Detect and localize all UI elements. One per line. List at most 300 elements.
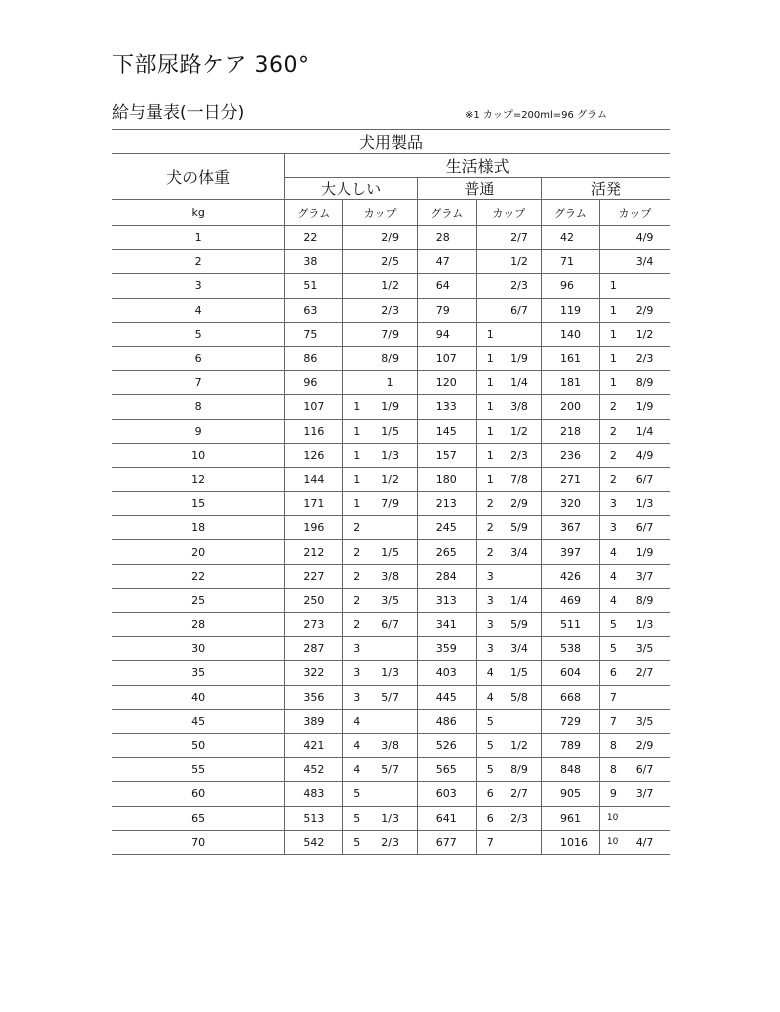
cup-label: カップ — [599, 200, 670, 226]
weight-cell: 3 — [112, 274, 285, 298]
weight-cell: 70 — [112, 830, 285, 854]
cup-whole-cell: 8 — [599, 758, 619, 782]
cup-whole-cell — [343, 346, 364, 370]
cup-whole-cell: 2 — [476, 516, 497, 540]
gram-cell: 313 — [417, 588, 476, 612]
table-row — [112, 806, 670, 830]
cup-fraction-cell: 4/9 — [619, 443, 670, 467]
cup-fraction-cell: 1/3 — [619, 613, 670, 637]
weight-cell: 1 — [112, 226, 285, 250]
cup-whole-cell: 3 — [343, 685, 364, 709]
cup-fraction-cell: 5/8 — [497, 685, 542, 709]
cup-fraction-cell: 2/9 — [363, 226, 417, 250]
cup-fraction-cell: 5/9 — [497, 516, 542, 540]
weight-cell: 45 — [112, 709, 285, 733]
table-row — [112, 250, 670, 274]
cup-whole-cell — [476, 250, 497, 274]
cup-whole-cell: 3 — [476, 588, 497, 612]
cup-whole-cell: 6 — [476, 806, 497, 830]
weight-cell: 30 — [112, 637, 285, 661]
cup-whole-cell: 1 — [343, 467, 364, 491]
cup-fraction-cell: 1/3 — [619, 492, 670, 516]
weight-cell: 65 — [112, 806, 285, 830]
cup-whole-cell: 6 — [599, 661, 619, 685]
cup-fraction-cell — [619, 274, 670, 298]
cup-label: カップ — [343, 200, 418, 226]
gram-cell: 287 — [285, 637, 343, 661]
gram-cell: 789 — [541, 733, 599, 757]
gram-cell: 511 — [541, 613, 599, 637]
cup-whole-cell: 1 — [599, 346, 619, 370]
cup-whole-cell: 3 — [476, 564, 497, 588]
gram-cell: 107 — [285, 395, 343, 419]
table-row — [112, 540, 670, 564]
gram-cell: 213 — [417, 492, 476, 516]
gram-cell: 322 — [285, 661, 343, 685]
cup-fraction-cell: 2/3 — [363, 298, 417, 322]
cup-fraction-cell: 2/3 — [363, 830, 417, 854]
weight-cell: 9 — [112, 419, 285, 443]
gram-cell: 483 — [285, 782, 343, 806]
gram-cell: 486 — [417, 709, 476, 733]
table-row — [112, 661, 670, 685]
table-row — [112, 830, 670, 854]
weight-cell: 50 — [112, 733, 285, 757]
gram-cell: 28 — [417, 226, 476, 250]
weight-cell: 5 — [112, 322, 285, 346]
gram-cell: 47 — [417, 250, 476, 274]
cup-whole-cell: 7 — [599, 709, 619, 733]
cup-whole-cell: 1 — [476, 443, 497, 467]
cup-fraction-cell — [363, 782, 417, 806]
cup-whole-cell — [476, 226, 497, 250]
cup-fraction-cell — [619, 685, 670, 709]
weight-cell: 12 — [112, 467, 285, 491]
cup-fraction-cell: 6/7 — [497, 298, 542, 322]
cup-fraction-cell: 5/7 — [363, 758, 417, 782]
cup-whole-cell: 7 — [476, 830, 497, 854]
gram-cell: 120 — [417, 371, 476, 395]
cup-fraction-cell: 6/7 — [619, 516, 670, 540]
cup-whole-cell: 4 — [343, 733, 364, 757]
cup-fraction-cell: 3/8 — [363, 733, 417, 757]
weight-cell: 10 — [112, 443, 285, 467]
cup-whole-cell: 10 — [599, 830, 619, 854]
cup-whole-cell: 1 — [476, 346, 497, 370]
gram-cell: 452 — [285, 758, 343, 782]
cup-whole-cell: 10 — [599, 806, 619, 830]
cup-fraction-cell: 3/8 — [497, 395, 542, 419]
cup-whole-cell: 1 — [343, 395, 364, 419]
gram-cell: 284 — [417, 564, 476, 588]
cup-whole-cell — [599, 250, 619, 274]
table-row — [112, 346, 670, 370]
cup-fraction-cell: 3/4 — [497, 540, 542, 564]
cup-whole-cell — [343, 298, 364, 322]
cup-whole-cell — [343, 371, 364, 395]
cup-fraction-cell: 6/7 — [619, 758, 670, 782]
gram-cell: 1016 — [541, 830, 599, 854]
gram-cell: 542 — [285, 830, 343, 854]
gram-cell: 250 — [285, 588, 343, 612]
cup-whole-cell: 2 — [599, 395, 619, 419]
cup-fraction-cell: 2/5 — [363, 250, 417, 274]
table-row — [112, 613, 670, 637]
cup-whole-cell: 5 — [599, 613, 619, 637]
gram-cell: 320 — [541, 492, 599, 516]
cup-fraction-cell: 2/3 — [619, 346, 670, 370]
cup-whole-cell: 4 — [599, 564, 619, 588]
gram-cell: 848 — [541, 758, 599, 782]
gram-label: グラム — [541, 200, 599, 226]
feeding-table — [112, 129, 670, 855]
table-row — [112, 637, 670, 661]
cup-whole-cell: 2 — [599, 467, 619, 491]
table-row — [112, 274, 670, 298]
cup-whole-cell: 4 — [476, 661, 497, 685]
cup-fraction-cell: 3/5 — [363, 588, 417, 612]
gram-cell: 218 — [541, 419, 599, 443]
cup-whole-cell: 1 — [343, 443, 364, 467]
weight-cell: 35 — [112, 661, 285, 685]
cup-whole-cell: 9 — [599, 782, 619, 806]
cup-whole-cell: 2 — [343, 540, 364, 564]
cup-fraction-cell: 1/2 — [363, 467, 417, 491]
cup-fraction-cell: 5/7 — [363, 685, 417, 709]
cup-fraction-cell: 1/9 — [619, 540, 670, 564]
gram-label: グラム — [417, 200, 476, 226]
cup-whole-cell: 4 — [599, 540, 619, 564]
cup-fraction-cell: 3/7 — [619, 782, 670, 806]
gram-cell: 94 — [417, 322, 476, 346]
gram-cell: 227 — [285, 564, 343, 588]
cup-label: カップ — [476, 200, 541, 226]
gram-cell: 38 — [285, 250, 343, 274]
cup-fraction-cell: 5/9 — [497, 613, 542, 637]
gram-cell: 961 — [541, 806, 599, 830]
cup-fraction-cell: 1/2 — [619, 322, 670, 346]
table-row — [112, 758, 670, 782]
cup-fraction-cell: 7/9 — [363, 322, 417, 346]
gram-cell: 171 — [285, 492, 343, 516]
table-row — [112, 733, 670, 757]
cup-fraction-cell: 6/7 — [363, 613, 417, 637]
weight-cell: 20 — [112, 540, 285, 564]
gram-cell: 526 — [417, 733, 476, 757]
lifestyle-active: 活発 — [541, 178, 670, 200]
cup-fraction-cell: 2/7 — [497, 226, 542, 250]
table-row — [112, 371, 670, 395]
table-row — [112, 588, 670, 612]
gram-cell: 126 — [285, 443, 343, 467]
cup-fraction-cell: 3/5 — [619, 637, 670, 661]
cup-whole-cell — [476, 274, 497, 298]
gram-cell: 359 — [417, 637, 476, 661]
cup-fraction-cell — [363, 709, 417, 733]
cup-whole-cell — [343, 250, 364, 274]
cup-whole-cell — [343, 322, 364, 346]
cup-whole-cell — [476, 298, 497, 322]
cup-whole-cell: 2 — [343, 588, 364, 612]
cup-fraction-cell: 1/5 — [363, 540, 417, 564]
cup-whole-cell — [599, 226, 619, 250]
cup-fraction-cell: 4/7 — [619, 830, 670, 854]
cup-whole-cell: 1 — [599, 371, 619, 395]
weight-cell: 7 — [112, 371, 285, 395]
cup-fraction-cell: 7/9 — [363, 492, 417, 516]
gram-cell: 144 — [285, 467, 343, 491]
cup-fraction-cell: 1/2 — [497, 250, 542, 274]
gram-cell: 86 — [285, 346, 343, 370]
table-row — [112, 395, 670, 419]
cup-whole-cell: 1 — [476, 322, 497, 346]
weight-cell: 40 — [112, 685, 285, 709]
cup-fraction-cell — [497, 830, 542, 854]
unit-label-kg: kg — [112, 200, 285, 226]
cup-whole-cell: 3 — [476, 613, 497, 637]
cup-fraction-cell: 1/3 — [363, 661, 417, 685]
lifestyle-calm: 大人しい — [285, 178, 417, 200]
cup-fraction-cell: 3/5 — [619, 709, 670, 733]
cup-whole-cell: 1 — [476, 371, 497, 395]
cup-whole-cell: 5 — [343, 782, 364, 806]
cup-fraction-cell: 6/7 — [619, 467, 670, 491]
gram-cell: 119 — [541, 298, 599, 322]
cup-whole-cell: 1 — [599, 322, 619, 346]
cup-whole-cell: 3 — [599, 516, 619, 540]
cup-fraction-cell: 2/3 — [497, 806, 542, 830]
gram-cell: 367 — [541, 516, 599, 540]
gram-cell: 71 — [541, 250, 599, 274]
cup-whole-cell — [343, 274, 364, 298]
table-row — [112, 467, 670, 491]
cup-whole-cell: 1 — [476, 419, 497, 443]
cup-whole-cell: 4 — [476, 685, 497, 709]
gram-cell: 145 — [417, 419, 476, 443]
gram-cell: 668 — [541, 685, 599, 709]
cup-whole-cell: 2 — [343, 564, 364, 588]
gram-cell: 245 — [417, 516, 476, 540]
cup-fraction-cell: 1/9 — [497, 346, 542, 370]
table-row — [112, 564, 670, 588]
table-row — [112, 419, 670, 443]
cup-fraction-cell: 1/2 — [363, 274, 417, 298]
gram-cell: 79 — [417, 298, 476, 322]
table-row — [112, 443, 670, 467]
weight-header: 犬の体重 — [112, 154, 285, 200]
cup-whole-cell: 4 — [343, 758, 364, 782]
gram-cell: 96 — [285, 371, 343, 395]
cup-fraction-cell: 1/2 — [497, 419, 542, 443]
cup-fraction-cell: 8/9 — [619, 588, 670, 612]
gram-cell: 157 — [417, 443, 476, 467]
cup-fraction-cell: 3/4 — [619, 250, 670, 274]
cup-fraction-cell: 8/9 — [497, 758, 542, 782]
cup-whole-cell — [343, 226, 364, 250]
weight-cell: 15 — [112, 492, 285, 516]
cup-fraction-cell: 1/4 — [619, 419, 670, 443]
cup-fraction-cell: 1/3 — [363, 443, 417, 467]
cup-whole-cell: 1 — [343, 492, 364, 516]
cup-whole-cell: 2 — [476, 492, 497, 516]
gram-cell: 565 — [417, 758, 476, 782]
cup-fraction-cell: 1/4 — [497, 371, 542, 395]
weight-cell: 22 — [112, 564, 285, 588]
cup-conversion-note: ※1 カップ=200ml=96 グラム — [465, 110, 607, 121]
cup-fraction-cell: 2/7 — [497, 782, 542, 806]
cup-fraction-cell: 2/9 — [619, 298, 670, 322]
cup-whole-cell: 1 — [599, 274, 619, 298]
gram-cell: 389 — [285, 709, 343, 733]
gram-cell: 42 — [541, 226, 599, 250]
gram-cell: 196 — [285, 516, 343, 540]
weight-cell: 28 — [112, 613, 285, 637]
gram-cell: 905 — [541, 782, 599, 806]
gram-cell: 397 — [541, 540, 599, 564]
gram-cell: 140 — [541, 322, 599, 346]
gram-label: グラム — [285, 200, 343, 226]
cup-fraction-cell: 2/3 — [497, 274, 542, 298]
cup-fraction-cell: 8/9 — [619, 371, 670, 395]
cup-fraction-cell — [363, 637, 417, 661]
gram-cell: 729 — [541, 709, 599, 733]
cup-whole-cell: 6 — [476, 782, 497, 806]
weight-cell: 2 — [112, 250, 285, 274]
gram-cell: 421 — [285, 733, 343, 757]
gram-cell: 265 — [417, 540, 476, 564]
cup-whole-cell: 3 — [599, 492, 619, 516]
cup-fraction-cell: 2/7 — [619, 661, 670, 685]
cup-whole-cell: 2 — [599, 419, 619, 443]
gram-cell: 133 — [417, 395, 476, 419]
cup-whole-cell: 3 — [343, 661, 364, 685]
cup-whole-cell: 8 — [599, 733, 619, 757]
cup-fraction-cell: 1/9 — [619, 395, 670, 419]
gram-cell: 116 — [285, 419, 343, 443]
cup-whole-cell: 5 — [476, 733, 497, 757]
page-title: 下部尿路ケア 360° — [112, 53, 310, 78]
product-header: 犬用製品 — [112, 130, 670, 154]
cup-fraction-cell: 3/7 — [619, 564, 670, 588]
cup-whole-cell: 5 — [476, 709, 497, 733]
cup-whole-cell: 1 — [599, 298, 619, 322]
table-subtitle: 給与量表(一日分) — [112, 103, 245, 123]
weight-cell: 8 — [112, 395, 285, 419]
gram-cell: 426 — [541, 564, 599, 588]
cup-whole-cell: 5 — [476, 758, 497, 782]
cup-fraction-cell: 3/4 — [497, 637, 542, 661]
table-row — [112, 226, 670, 250]
table-body — [112, 226, 670, 855]
gram-cell: 63 — [285, 298, 343, 322]
cup-fraction-cell: 1/5 — [497, 661, 542, 685]
weight-cell: 6 — [112, 346, 285, 370]
gram-cell: 200 — [541, 395, 599, 419]
gram-cell: 236 — [541, 443, 599, 467]
gram-cell: 180 — [417, 467, 476, 491]
gram-cell: 356 — [285, 685, 343, 709]
cup-whole-cell: 1 — [476, 395, 497, 419]
cup-fraction-cell: 8/9 — [363, 346, 417, 370]
gram-cell: 64 — [417, 274, 476, 298]
cup-whole-cell: 3 — [343, 637, 364, 661]
cup-fraction-cell: 1/3 — [363, 806, 417, 830]
table-row — [112, 492, 670, 516]
cup-whole-cell: 4 — [343, 709, 364, 733]
cup-fraction-cell — [497, 564, 542, 588]
gram-cell: 212 — [285, 540, 343, 564]
cup-fraction-cell — [497, 322, 542, 346]
cup-fraction-cell: 2/9 — [497, 492, 542, 516]
weight-cell: 55 — [112, 758, 285, 782]
gram-cell: 161 — [541, 346, 599, 370]
table-row — [112, 516, 670, 540]
gram-cell: 51 — [285, 274, 343, 298]
gram-cell: 469 — [541, 588, 599, 612]
cup-fraction-cell: 4/9 — [619, 226, 670, 250]
gram-cell: 271 — [541, 467, 599, 491]
cup-whole-cell: 3 — [476, 637, 497, 661]
weight-cell: 18 — [112, 516, 285, 540]
cup-whole-cell: 5 — [343, 830, 364, 854]
cup-fraction-cell: 1/4 — [497, 588, 542, 612]
cup-whole-cell: 2 — [476, 540, 497, 564]
lifestyle-normal: 普通 — [417, 178, 541, 200]
cup-whole-cell: 1 — [343, 419, 364, 443]
gram-cell: 341 — [417, 613, 476, 637]
table-row — [112, 322, 670, 346]
cup-fraction-cell — [363, 516, 417, 540]
cup-whole-cell: 7 — [599, 685, 619, 709]
table-row — [112, 685, 670, 709]
cup-whole-cell: 2 — [343, 516, 364, 540]
gram-cell: 677 — [417, 830, 476, 854]
gram-cell: 75 — [285, 322, 343, 346]
weight-cell: 60 — [112, 782, 285, 806]
weight-cell: 4 — [112, 298, 285, 322]
cup-fraction-cell: 2/3 — [497, 443, 542, 467]
weight-cell: 25 — [112, 588, 285, 612]
cup-fraction-cell — [497, 709, 542, 733]
cup-whole-cell: 5 — [599, 637, 619, 661]
cup-whole-cell: 4 — [599, 588, 619, 612]
cup-fraction-cell: 1/2 — [497, 733, 542, 757]
cup-fraction-cell: 3/8 — [363, 564, 417, 588]
gram-cell: 538 — [541, 637, 599, 661]
gram-cell: 273 — [285, 613, 343, 637]
table-row — [112, 709, 670, 733]
table-row — [112, 298, 670, 322]
cup-whole-cell: 2 — [343, 613, 364, 637]
gram-cell: 513 — [285, 806, 343, 830]
cup-fraction-cell — [619, 806, 670, 830]
gram-cell: 181 — [541, 371, 599, 395]
cup-fraction-cell: 1/9 — [363, 395, 417, 419]
cup-fraction-cell: 1/5 — [363, 419, 417, 443]
lifestyle-header: 生活様式 — [445, 157, 510, 176]
gram-cell: 604 — [541, 661, 599, 685]
cup-whole-cell: 5 — [343, 806, 364, 830]
table-row — [112, 782, 670, 806]
gram-cell: 403 — [417, 661, 476, 685]
cup-whole-cell: 1 — [476, 467, 497, 491]
cup-fraction-cell: 7/8 — [497, 467, 542, 491]
cup-fraction-cell: 1 — [363, 371, 417, 395]
cup-fraction-cell: 2/9 — [619, 733, 670, 757]
gram-cell: 603 — [417, 782, 476, 806]
gram-cell: 22 — [285, 226, 343, 250]
gram-cell: 96 — [541, 274, 599, 298]
